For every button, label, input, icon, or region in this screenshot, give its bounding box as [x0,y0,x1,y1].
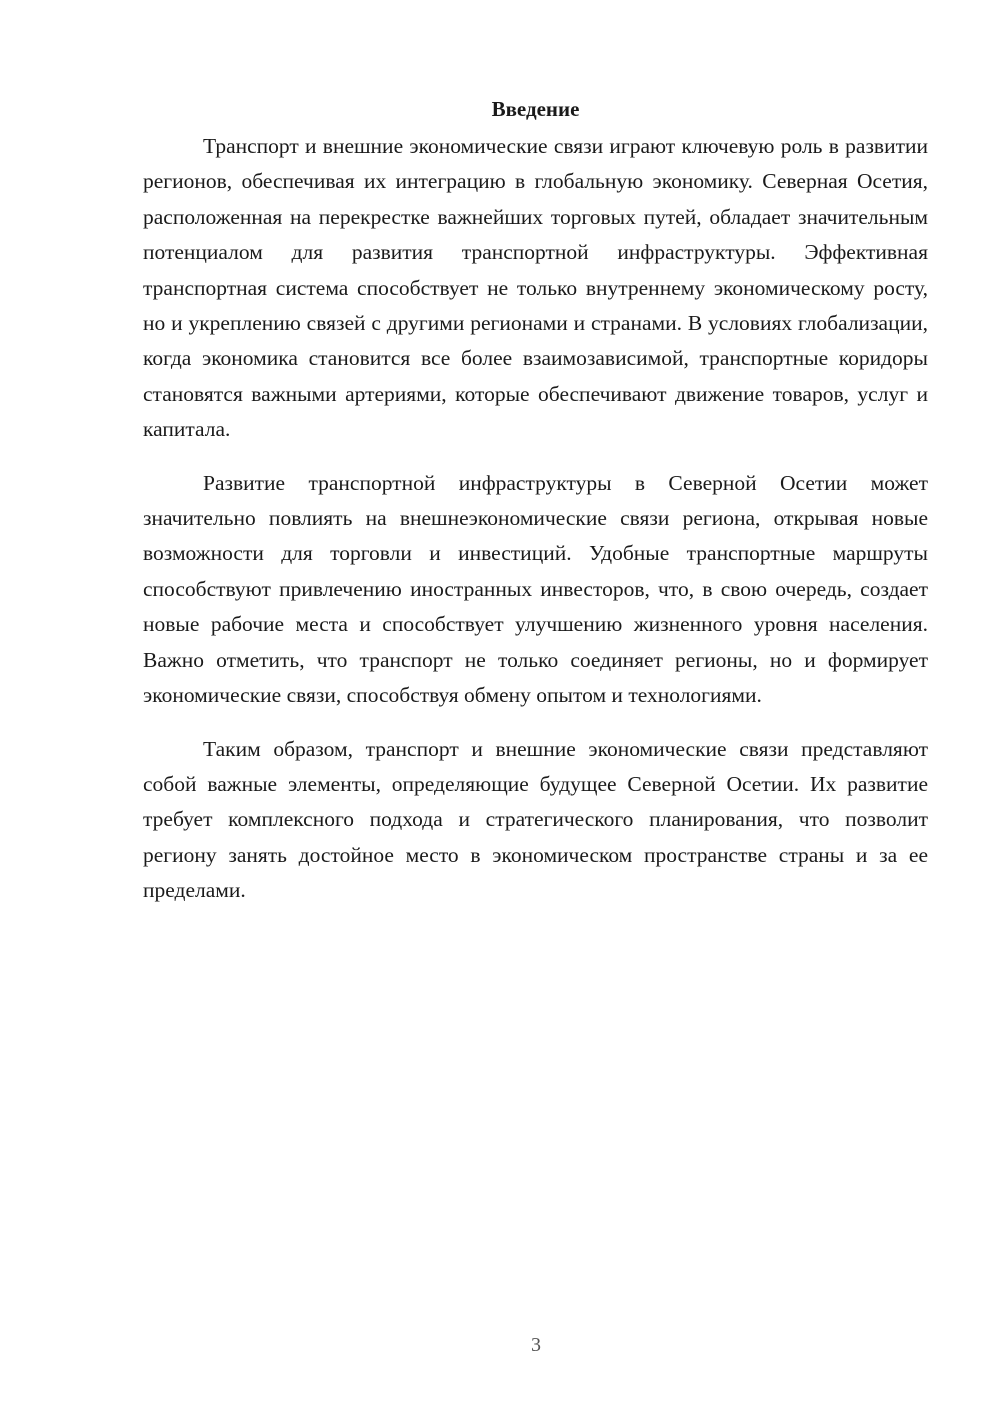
page-number: 3 [531,1334,541,1356]
document-body [143,92,928,927]
paragraph-3: Таким образом, транспорт и внешние экономические связи представляют собой важные элементы, определяющие будущее Северной Осетии. Их развитие требует комплексного подхода и стратегического планирования, что позволит региону занять достойное место в экономическом пространстве страны и за ее пределами. [143,736,928,903]
paragraph-1: Транспорт и внешние экономические связи играют ключевую роль в развитии регионов, обеспечивая их интеграцию в глобальную экономику. Северная Осетия, расположенная на перекрестке важнейших торговых путей, обладает значительным потенциалом для развития транспортной инфраструктуры. Эффективная транспортная система способствует не только внутреннему экономическому росту, но и укреплению связей с другими регионами и странами. В условиях глобализации, когда экономика становится все более взаимозависимой, транспортные коридоры становятся важными артериями, которые обеспечивают движение товаров, услуг и капитала. [143,134,928,442]
paragraph-2: Развитие транспортной инфраструктуры в Северной Осетии может значительно повлиять на внешнеэкономические связи региона, открывая новые возможности для торговли и инвестиций. Удобные транспортные маршруты способствуют привлечению иностранных инвесторов, что, в свою очередь, создает новые рабочие места и способствует улучшению жизненного уровня населения. Важно отметить, что транспорт не только соединяет регионы, но и формирует экономические связи, способствуя обмену опытом и технологиями. [143,470,928,708]
section-heading: Введение [491,97,580,121]
